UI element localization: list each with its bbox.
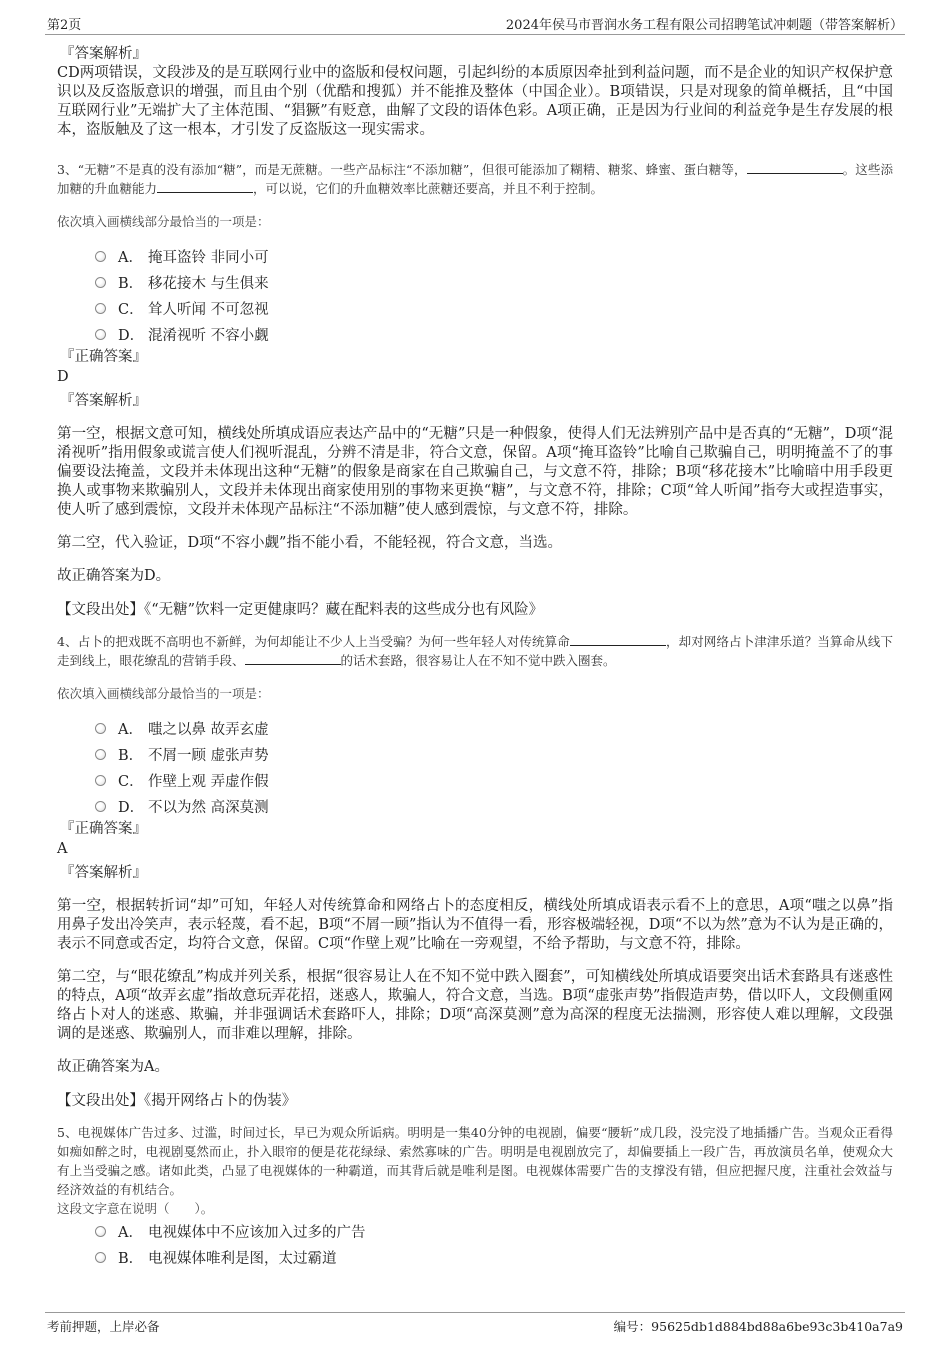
q4-options — [95, 715, 893, 819]
q4-analysis-2: 第二空，与“眼花缭乱”构成并列关系，根据“很容易让人在不知不觉中跌入圈套”，可知横线处所填成语要突出话术套路具有迷惑性的特点，A项“故弄玄虚”指故意玩弄花招，迷惑人，欺骗人，符合文意，当选。B项“虚张声势”指假造声势，借以吓人，文段侧重网络占卜对人的迷惑、欺骗，并非强调话术套路吓人，排除；D项“高深莫测”意为高深的程度无法揣测，形容使人难以理解，文段强调的是迷惑、欺骗别人，而非难以理解，排除。 — [57, 969, 893, 1042]
q4-conclusion: 故正确答案为A。 — [57, 1059, 169, 1075]
option-b[interactable]: B． 不屑一顾 虚张声势 — [95, 741, 893, 767]
analysis-label: 『答案解析』 — [60, 46, 147, 62]
blank-line[interactable] — [747, 160, 843, 174]
blank-line[interactable] — [157, 179, 253, 193]
q3-analysis-2: 第二空，代入验证，D项“不容小觑”指不能小看，不能轻视，符合文意，当选。 — [57, 535, 562, 551]
q5-question: 5、电视媒体广告过多、过滥，时间过长，早已为观众所诟病。明明是一集40分钟的电视剧，偏要“腰斩”成几段，没完没了地插播广告。当观众正看得如痴如醉之时，电视剧戛然而止，扑入眼帘的便是花花绿绿、索然寡味的广告。明明是电视剧放完了，却偏要插上一段广告，再放演员名单，使观众大有上当受骗之感。诸如此类，凸显了电视媒体的一种霸道，而其背后就是唯利是图。电视媒体需要广告的支撑没有错，但应把握尺度，注重社会效益与经济效益的有机结合。 — [57, 1125, 893, 1197]
footer-slogan: 考前押题，上岸必备 — [47, 1319, 160, 1334]
correct-answer-label: 『正确答案』 — [60, 821, 147, 837]
radio-icon[interactable] — [95, 749, 106, 760]
q4-source: 【文段出处】《揭开网络占卜的伪装》 — [57, 1093, 297, 1109]
page-number: 第2页 — [47, 18, 82, 33]
q4-question: 4、占卜的把戏既不高明也不新鲜，为何却能让不少人上当受骗？为何一些年轻人对传统算命 ，却对网络占卜津津乐道？当算命从线下走到线上，眼花缭乱的营销手段、 的话术套路，很容易让人在不知不觉中跌入圈套。 — [57, 634, 893, 668]
radio-icon[interactable] — [95, 723, 106, 734]
q3-prompt: 依次填入画横线部分最恰当的一项是： — [57, 214, 270, 229]
radio-icon[interactable] — [95, 303, 106, 314]
analysis-label: 『答案解析』 — [60, 393, 147, 409]
q3-answer: D — [57, 369, 69, 385]
page-header — [45, 12, 905, 35]
q3-analysis-1: 第一空，根据文意可知，横线处所填成语应表达产品中的“无糖”只是一种假象，使得人们无法辨别产品中是否真的“无糖”，D项“混淆视听”指用假象或谎言使人们视听混乱，分辨不清是非，符合文意，保留。A项“掩耳盗铃”比喻自己欺骗自己，明明掩盖不了的事偏要设法掩盖，文段并未体现出这种“无糖”的假象是商家在自己欺骗自己，与文意不符，排除；B项“移花接木”比喻暗中用手段更换人或事物来欺骗别人，文段并未体现出商家使用别的事物来更换“糖”，与文意不符，排除；C项“耸人听闻”指夸大或捏造事实，使人听了感到震惊，文段并未体现产品标注“不添加糖”使人感到震惊，与文意不符，排除。 — [57, 426, 893, 518]
page-content — [57, 44, 893, 1270]
option-b[interactable]: B． 移花接木 与生俱来 — [95, 269, 893, 295]
blank-line[interactable] — [570, 632, 666, 646]
q2-analysis: CD两项错误，文段涉及的是互联网行业中的盗版和侵权问题，引起纠纷的本质原因牵扯到利益问题，而不是企业的知识产权保护意识以及反盗版意识的增强，而且由个别（优酷和搜狐）并不能推及整体（中国企业）。B项错误，只是对现象的简单概括，且“中国互联网行业”无端扩大了主体范围、“猖獗”有贬意，曲解了文段的语体色彩。A项正确，正是因为行业间的利益竞争是生存发展的根本，盗版触及了这一根本，才引发了反盗版这一现实需求。 — [57, 65, 893, 138]
option-d[interactable]: D． 不以为然 高深莫测 — [95, 793, 893, 819]
radio-icon[interactable] — [95, 251, 106, 262]
radio-icon[interactable] — [95, 1252, 106, 1263]
q3-options — [95, 243, 893, 347]
analysis-label: 『答案解析』 — [60, 865, 147, 881]
radio-icon[interactable] — [95, 775, 106, 786]
document-id: 编号：95625db1d884bd88a6be93c3b410a7a9 — [613, 1319, 903, 1334]
radio-icon[interactable] — [95, 1226, 106, 1237]
option-a[interactable]: A． 嗤之以鼻 故弄玄虚 — [95, 715, 893, 741]
q3-conclusion: 故正确答案为D。 — [57, 568, 171, 584]
radio-icon[interactable] — [95, 801, 106, 812]
q3-question: 3、“无糖”不是真的没有添加“糖”，而是无蔗糖。一些产品标注“不添加糖”，但很可能添加了糊精、糖浆、蜂蜜、蛋白糖等， 。这些添加糖的升血糖能力 ，可以说，它们的升血糖效率比蔗糖还要高，并且不利于控制。 — [57, 162, 893, 196]
option-b[interactable]: B． 电视媒体唯利是图，太过霸道 — [95, 1244, 893, 1270]
radio-icon[interactable] — [95, 277, 106, 288]
option-d[interactable]: D． 混淆视听 不容小觑 — [95, 321, 893, 347]
page-footer — [45, 1312, 905, 1337]
q5-options — [95, 1218, 893, 1270]
option-c[interactable]: C． 作壁上观 弄虚作假 — [95, 767, 893, 793]
option-a[interactable]: A． 电视媒体中不应该加入过多的广告 — [95, 1218, 893, 1244]
q4-answer: A — [57, 841, 68, 857]
q4-analysis-1: 第一空，根据转折词“却”可知，年轻人对传统算命和网络占卜的态度相反，横线处所填成语表示看不上的意思，A项“嗤之以鼻”指用鼻子发出冷笑声，表示轻蔑，看不起，B项“不屑一顾”指认为不值得一看，形容极端轻视，D项“不以为然”意为不认为是正确的，表示不同意或否定，均符合文意，保留。C项“作壁上观”比喻在一旁观望，不给予帮助，与文意不符，排除。 — [57, 898, 893, 952]
q4-prompt: 依次填入画横线部分最恰当的一项是： — [57, 686, 270, 701]
q3-source: 【文段出处】《“无糖”饮料一定更健康吗？藏在配料表的这些成分也有风险》 — [57, 602, 544, 618]
document-title: 2024年侯马市晋润水务工程有限公司招聘笔试冲刺题（带答案解析） — [505, 18, 903, 33]
q5-prompt: 这段文字意在说明（ ）。 — [57, 1201, 214, 1216]
correct-answer-label: 『正确答案』 — [60, 349, 147, 365]
option-c[interactable]: C． 耸人听闻 不可忽视 — [95, 295, 893, 321]
option-a[interactable]: A． 掩耳盗铃 非同小可 — [95, 243, 893, 269]
blank-line[interactable] — [245, 651, 341, 665]
radio-icon[interactable] — [95, 329, 106, 340]
